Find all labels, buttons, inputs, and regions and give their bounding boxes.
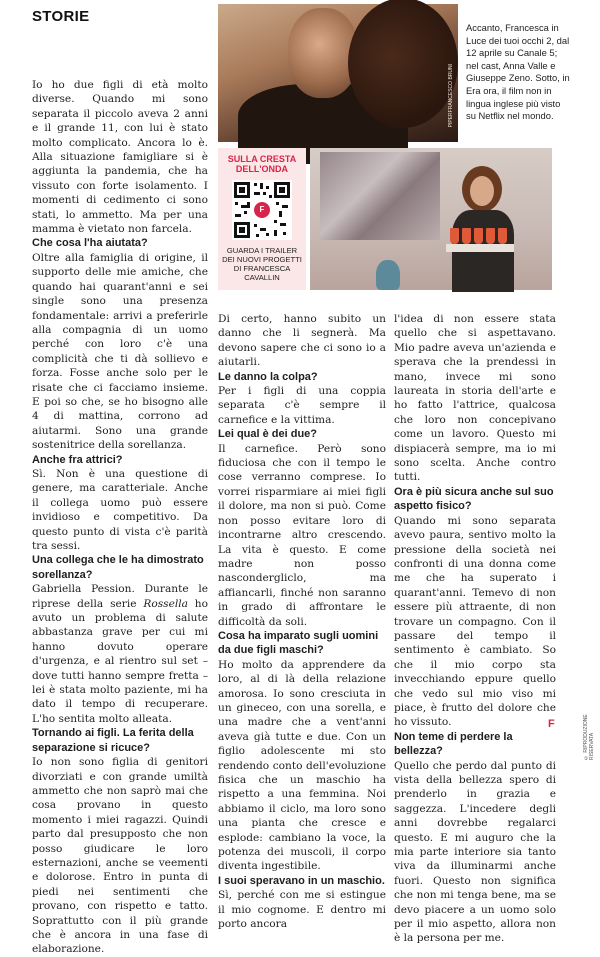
section-title: STORIE (32, 8, 90, 25)
question-heading: Tornando ai figli. La ferita della separazione si ricuce? (32, 727, 194, 754)
question-heading: Che cosa l'ha aiutata? (32, 237, 148, 250)
photo-painting (320, 152, 440, 240)
photo-embrace (218, 4, 458, 142)
photo-woman-face (470, 176, 494, 206)
question-heading: Cosa ha imparato sugli uomini da due figli maschi? (218, 629, 379, 657)
answer-text: ho avuto un problema di salute abbastanza grave per cui mi hanno dovuto operare d'urgenza, e al rientro sul set – dove tutti hanno sempre fretta – lei è stata molto paziente, mi ha dato il tempo di recuperare. L'ho sentita molto alleata. (32, 597, 208, 725)
answer-paragraph: Sì. Non è una questione di genere, ma caratteriale. Anche il collega uomo può essere invidioso e competitivo. Da questo punto di vista c'è parità tra sessi. (32, 467, 208, 552)
copyright-notice: © RIPRODUZIONE RISERVATA (583, 714, 595, 760)
answer-text: Gabriella Pession. Durante le riprese della serie (32, 583, 208, 610)
answer-paragraph (32, 582, 208, 726)
photo-face (288, 8, 358, 98)
promo-text: GUARDA I TRAILER DEI NUOVI PROGETTI DI FRANCESCA CAVALLIN (222, 246, 302, 282)
photo-credit: PIPERFRANCESCO BRUNI (448, 64, 454, 128)
question-heading: Una collega che le ha dimostrato sorellanza? (32, 554, 204, 581)
photo-glass (462, 228, 471, 244)
answer-paragraph: l'idea di non essere stata quello che si aspettavano. Mio padre aveva un'azienda e sperava che la prendessi in mano, invece mi sono laureata in storia dell'arte e ho fatto l'attrice, qualcosa che loro non concepivano come un lavoro. Questo mi dispiacerà sempre, ma io mi sono scelta. Anche contro tutti. (394, 313, 556, 484)
photo-glass (474, 228, 483, 244)
article-column-2 (218, 312, 386, 931)
question-heading: Anche fra attrici? (32, 453, 123, 466)
question-heading: Le danno la colpa? (218, 370, 318, 383)
answer-paragraph: Oltre alla famiglia di origine, il supporto delle mie amiche, che quando hai quarant'anni e sei single sono una presenza fondamentale: arrivi a preferirle alla compagnia di un uomo perché con loro c'è una complicità che ti dà sollievo e forza. Fosse anche solo per le risate che ci facciamo insieme. E poi so che, se ho bisogno alle 4 di mattina, corrono ad aiutarmi. Sono una grande sostenitrice della sorellanza. (32, 251, 208, 452)
answer-paragraph: Di certo, hanno subito un danno che li segnerà. Ma devono sapere che ci sono io a aiutarli. (218, 313, 386, 369)
photo-vase (376, 260, 400, 290)
promo-box[interactable] (218, 148, 306, 290)
promo-title-line1: SULLA CRESTA (227, 154, 297, 164)
promo-title (218, 154, 306, 174)
answer-paragraph: Io ho due figli di età molto diverse. Quando mi sono separata il piccolo aveva 2 anni e il grande 11, con lui è stato molto complicato. Ancora lo è. Alla situazione famigliare si è aggiunta la pandemia, che ha vissuto con forte isolamento. I momenti di cedimento ci sono stati, lo ammetto. Ma per una mamma è vietato non farcela. (32, 79, 208, 236)
question-heading: Non teme di perdere la bellezza? (394, 730, 513, 758)
question-heading: I suoi speravano in un maschio. (218, 874, 385, 887)
qr-code[interactable] (232, 180, 292, 240)
question-heading: Lei qual è dei due? (218, 428, 318, 441)
answer-paragraph: Quando mi sono separata avevo paura, sentivo molto la pressione della società nei confronti di una donna come me che ha superato i quarant'anni. Temevo di non essere più attraente, di non trovare un compagno. Con il passare del tempo il sentimento è cambiato. So che il mio corpo sta invecchiando eppure quello che vedo sul mio viso mi piace, è frutto del dolore che ho vissuto. (394, 514, 556, 729)
answer-paragraph: Ho molto da apprendere da loro, al di là della relazione amorosa. Io sono cresciuta in un gineceo, con una sorella, e una madre che a vent'anni aveva già tutte e due. Con un figlio adolescente mi sto rendendo conto dell'evoluzione fisica che un maschio ha rispetto a una femmina. Noi abbiamo il ciclo, ma loro sono una pianta che cresce e esplode: cambiano la voce, la potenza dei muscoli, il corpo diventa ingestibile. (218, 658, 386, 873)
answer-paragraph: Io non sono figlia di genitori divorziati e con grande umiltà ammetto che non saprò mai che cosa provano in questo momento i miei ragazzi. Quindi parto dal presupposto che non posso giudicare le loro esternazioni, anche se veementi e dolorose. Entro in punta di piedi nei sentimenti che provano, con rispetto e tatto. Soprattutto con il più grande che è ancora in una fase di elaborazione. (32, 756, 208, 956)
photo-glass (450, 228, 459, 244)
end-mark: F (548, 718, 555, 730)
photo-glass (486, 228, 495, 244)
article-column-3 (394, 312, 556, 946)
article-column-1 (32, 78, 208, 957)
qr-logo-badge: F (254, 202, 270, 218)
question-heading: Ora è più sicura anche sul suo aspetto fisico? (394, 485, 554, 513)
photo-hair (348, 0, 458, 128)
answer-paragraph: Il carnefice. Però sono fiduciosa che con il tempo le cose verranno comprese. Io vorrei risparmiare ai miei figli il dolore, ma non si può. Come non posso evitare loro di incontrarne altro crescendo. La vita è questo. E come madre non posso nascondergliclo, ma affiancarli, finché non saranno in grado di affrontare le difficoltà da soli. (218, 442, 386, 628)
promo-title-line2: DELL'ONDA (235, 164, 289, 174)
answer-paragraph: Per i figli di una coppia separata c'è sempre il carnefice e la vittima. (218, 385, 386, 426)
photo-glass (498, 228, 507, 244)
answer-paragraph: Quello che perdo dal punto di vista della bellezza spero di prenderlo in grazia e saggezza. L'incedere degli anni dovrebbe regalarci questo. E mi auguro che la mia parte interiore sia tanto viva da illuminarmi anche fuori. Questo non significa che non mi tenga bene, ma se devo piacere a un uomo solo per il mio aspetto, allora non è la persona per me. (394, 759, 556, 945)
series-title: Rossella (143, 597, 188, 610)
photo-era-ora (310, 148, 552, 290)
photo-caption: Accanto, Francesca in Luce dei tuoi occhi 2, dal 12 aprile su Canale 5; nel cast, Anna Valle e Giuseppe Zeno. Sotto, in Era ora, il film non in lingua inglese più visto su Netflix nel mondo. (466, 22, 570, 122)
photo-tray (446, 244, 514, 252)
answer-paragraph: Sì, perché con me si estingue il mio cognome. E dentro mi porto ancora (218, 889, 386, 931)
